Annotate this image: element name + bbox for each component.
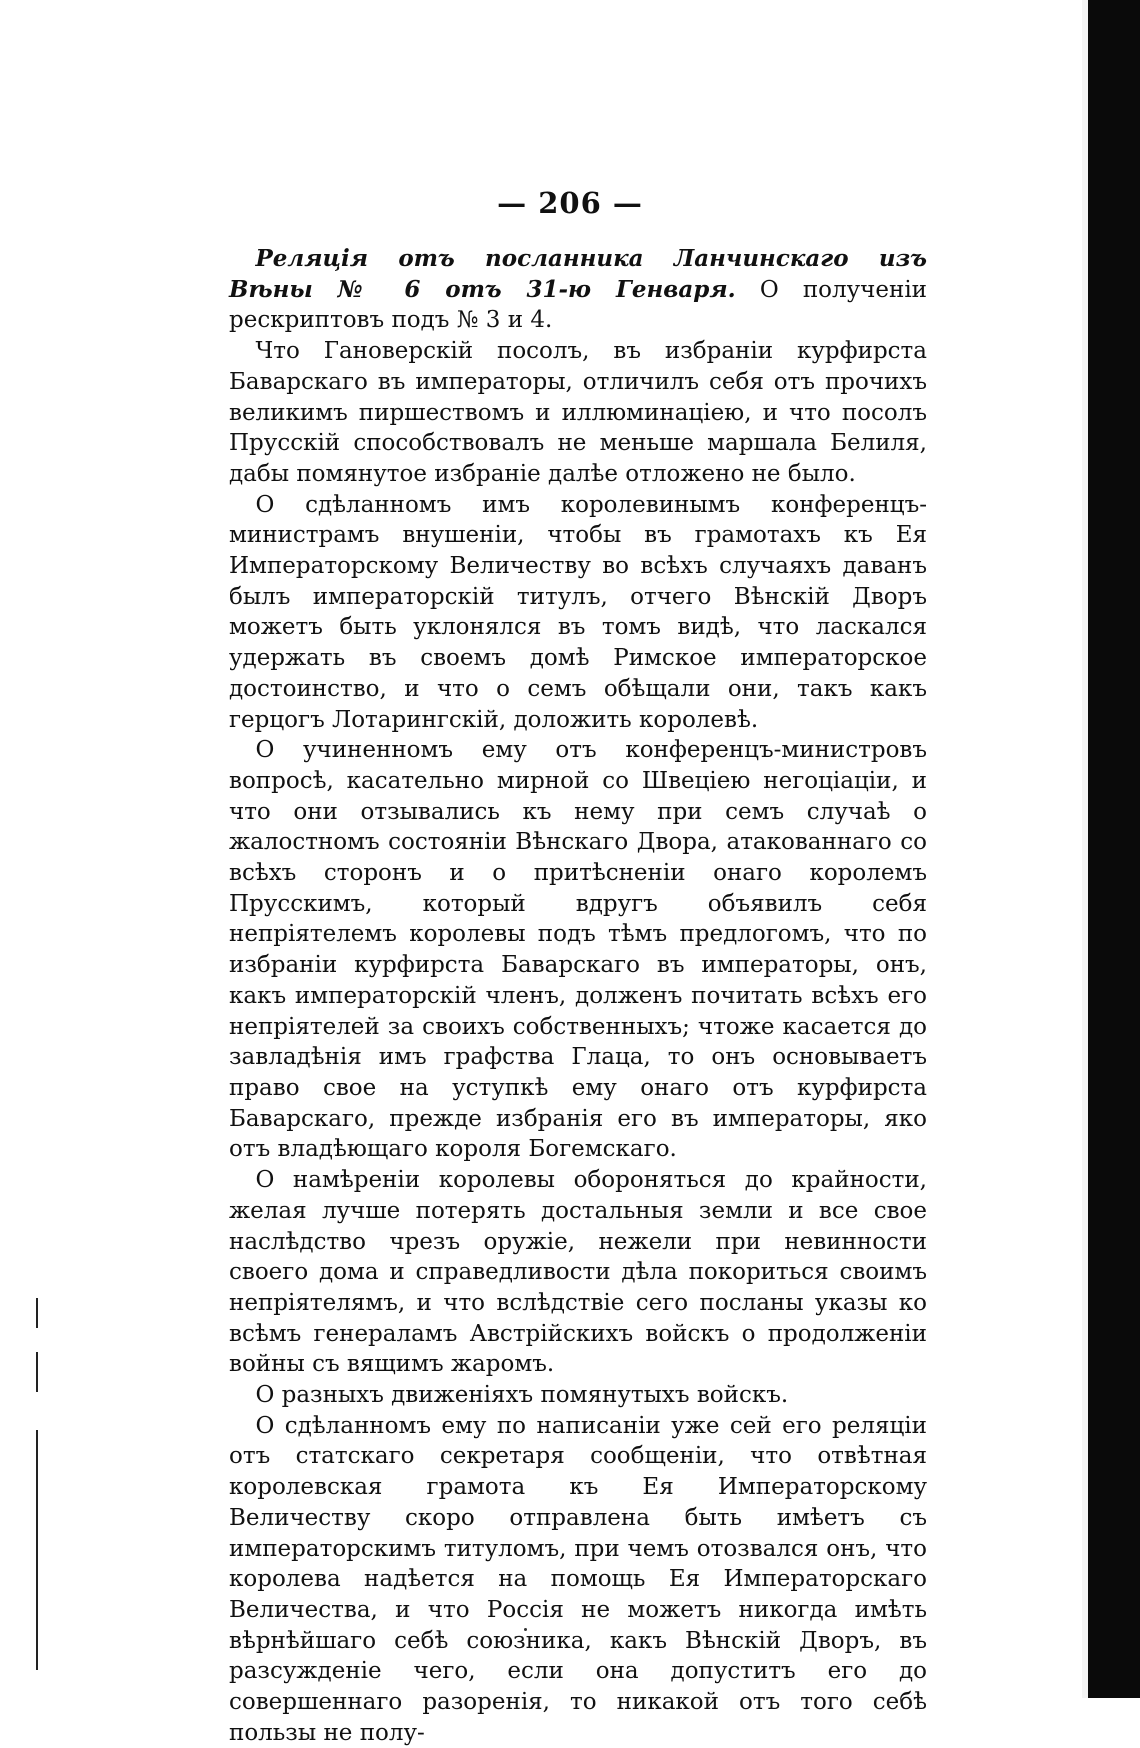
paragraph: О учиненномъ ему отъ конференцъ-министровъ вопросѣ, касательно мирной со Швеціею негоціаціи, и что они отзывались къ нему при семъ случаѣ о жалостномъ состояніи Вѣнскаго Двора, атакованнаго со всѣхъ сторонъ и о притѣсненіи онаго королемъ Прусскимъ, который вдругъ объявилъ себя непріятелемъ королевы подъ тѣмъ предлогомъ, что по избраніи курфирста Баварскаго въ императоры, онъ, какъ императорскій членъ, долженъ почитать всѣхъ его непріятелей за своихъ собственныхъ; чтоже касается до завладѣнія имъ графства Глаца, то онъ основываетъ право свое на уступкѣ ему онаго отъ курфирста Баварскаго, прежде избранія его въ императоры, яко отъ владѣющаго короля Богемскаго. <box>229 737 927 1163</box>
paragraph: О намѣреніи королевы обороняться до крайности, желая лучше потерять достальныя земли и все свое наслѣдство чрезъ оружіе, нежели при невинности своего дома и справедливости дѣла покориться своимъ непріятелямъ, и что вслѣдствіе сего посланы указы ко всѣмъ генераламъ Австрійскихъ войскъ о продолженіи войны съ вящимъ жаромъ. <box>229 1167 927 1378</box>
margin-mark <box>36 1352 38 1392</box>
relation-heading <box>229 244 927 336</box>
paragraph: О сдѣланномъ имъ королевинымъ конференцъ-министрамъ внушеніи, чтобы въ грамотахъ къ Ея Императорскому Величеству во всѣхъ случаяхъ даванъ былъ императорскій титулъ, отчего Вѣнскій Дворъ можетъ быть уклонялся въ томъ видѣ, что ласкался удержать въ своемъ домѣ Римское императорское достоинство, и что о семъ обѣщали они, такъ какъ герцогъ Лотарингскій, доложить королевѣ. <box>229 491 927 733</box>
relation-title: Реляція отъ посланника Ланчинскаго изъ Вѣны № 6 отъ 31-ю Генваря. <box>229 245 927 303</box>
document-body <box>229 244 927 1748</box>
page-number: — 206 — <box>497 186 643 220</box>
margin-mark <box>36 1430 38 1670</box>
paragraph: О сдѣланномъ ему по написаніи уже сей его реляціи отъ статскаго секретаря сообщеніи, что отвѣтная королевская грамота къ Ея Императорскому Величеству скоро отправлена быть имѣетъ съ императорскимъ титуломъ, при чемъ отозвался онъ, что королева надѣется на помощь Ея Императорскаго Величества, и что Россія не можетъ никогда имѣть вѣрнѣйшаго себѣ союзника, какъ Вѣнскій Дворъ, въ разсужденіе чего, если она допуститъ его до совершеннаго разоренія, то никакой отъ того себѣ пользы не полу- <box>229 1412 927 1746</box>
margin-mark <box>36 1298 38 1328</box>
relation-summary: О полученіи рескриптовъ подъ № 3 и 4. <box>229 276 928 334</box>
paragraph: Что Гановерскій посолъ, въ избраніи курфирста Баварскаго въ императоры, отличилъ себя отъ прочихъ великимъ пиршествомъ и иллюминаціею, и что посолъ Прусскій способствовалъ не меньше маршала Белиля, дабы помянутое избраніе далѣе отложено не было. <box>229 338 927 487</box>
scan-edge-bar <box>1088 0 1140 1698</box>
paragraph: О разныхъ движеніяхъ помянутыхъ войскъ. <box>255 1382 789 1409</box>
